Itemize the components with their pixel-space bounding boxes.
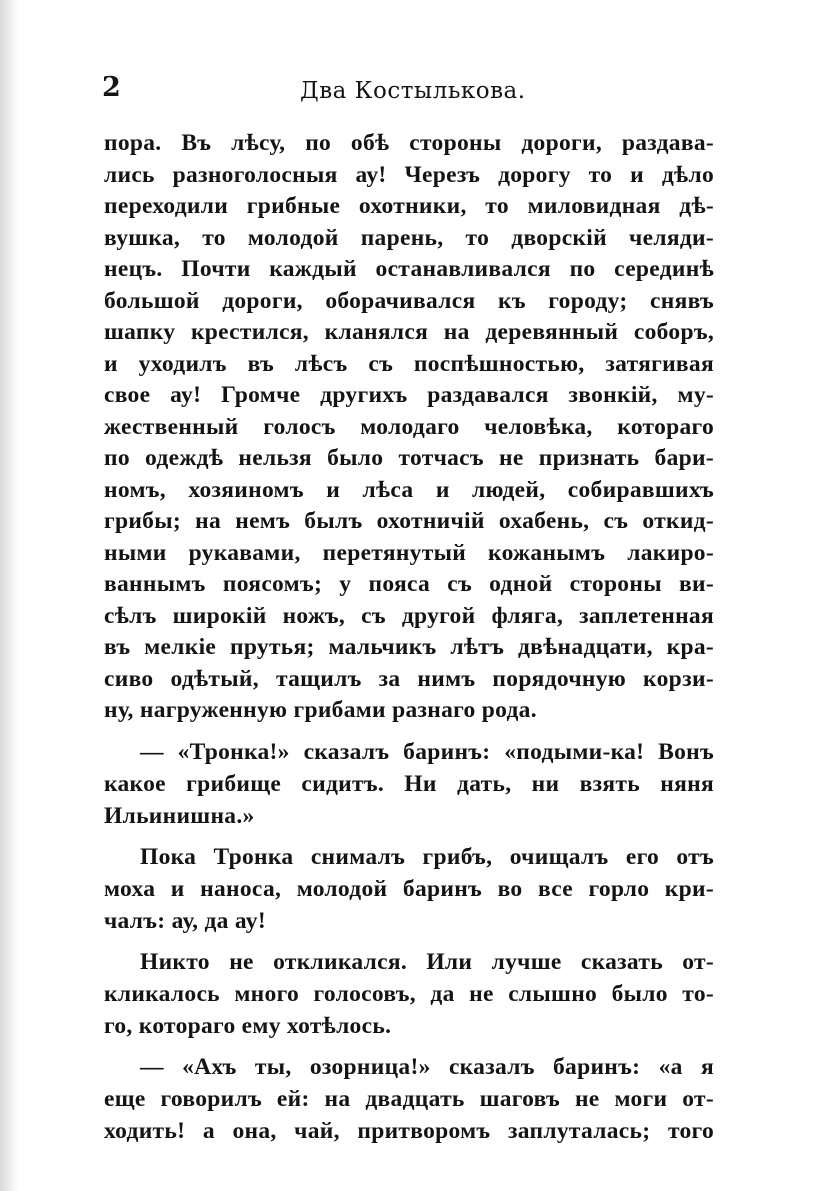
text-line: Ильинишна.»	[104, 802, 255, 829]
text-line: пора. Въ лѣсу, по обѣ стороны дороги, раздава-	[104, 130, 714, 156]
text-line: ну, нагруженную грибами разнаго рода.	[104, 697, 537, 723]
text-line: моха и наноса, молодой баринъ во все горло кри-	[104, 875, 714, 902]
paragraph	[104, 946, 714, 1042]
scan-edge-shadow	[0, 0, 18, 1191]
paragraph	[104, 841, 714, 937]
text-line: по одеждѣ нельзя было тотчасъ не признать бари-	[104, 445, 714, 471]
text-line: нецъ. Почти каждый останавливался по серединѣ	[104, 256, 714, 282]
text-line: свое ау! Громче другихъ раздавался звонкій, му-	[104, 382, 714, 408]
text-line: сѣлъ широкій ножъ, съ другой фляга, заплетенная	[104, 602, 714, 629]
text-line: ваннымъ поясомъ; у пояса съ одной стороны ви-	[104, 571, 714, 597]
text-line: Пока Тронка снималъ грибъ, очищалъ его отъ	[140, 843, 714, 870]
text-line: шапку крестился, кланялся на деревянный соборъ,	[104, 319, 714, 345]
text-line: большой дороги, оборачивался къ городу; снявъ	[104, 287, 714, 314]
paragraph	[104, 1051, 714, 1147]
text-line: кликалось много голосовъ, да не слышно было то-	[104, 980, 714, 1007]
text-line: какое грибище сидитъ. Ни дать, ни взять няня	[104, 770, 714, 797]
paragraph	[104, 736, 714, 832]
text-line: сиво одѣтый, тащилъ за нимъ порядочную корзи-	[104, 665, 714, 692]
text-line: — «Ахъ ты, озорница!» сказалъ баринъ: «а я	[140, 1053, 714, 1080]
text-line: — «Тронка!» сказалъ баринъ: «подыми-ка! Вонъ	[140, 738, 714, 765]
page-number: 2	[102, 72, 121, 103]
text-line: еще говорилъ ей: на двадцать шаговъ не моги от-	[104, 1085, 714, 1112]
text-line: номъ, хозяиномъ и лѣса и людей, собиравшихъ	[104, 476, 714, 503]
text-line: жественный голосъ молодаго человѣка, котораго	[104, 413, 714, 440]
text-line: чалъ: ау, да ау!	[104, 907, 266, 934]
text-line: вушка, то молодой парень, то дворскій челяди-	[104, 224, 714, 251]
text-line: грибы; на немъ былъ охотничій охабень, съ откид-	[104, 508, 714, 534]
paragraph	[104, 128, 714, 727]
text-line: лись разноголосныя ау! Черезъ дорогу то и дѣло	[104, 161, 714, 188]
text-line: Никто не откликался. Или лучше сказать от-	[140, 948, 714, 975]
text-line: переходили грибные охотники, то миловидная дѣ-	[104, 193, 714, 219]
text-line: ными рукавами, перетянутый кожанымъ лакиро-	[104, 539, 714, 566]
text-line: и уходилъ въ лѣсъ съ поспѣшностью, затягивая	[104, 350, 714, 377]
text-line: ходить! а она, чай, притворомъ заплуталась; того	[104, 1117, 714, 1144]
text-line: го, котораго ему хотѣлось.	[104, 1012, 392, 1039]
text-line: въ мелкіе прутья; мальчикъ лѣтъ двѣнадцати, кра-	[104, 634, 714, 660]
running-title: Два Костылькова.	[300, 78, 526, 104]
body-text	[104, 128, 714, 1147]
